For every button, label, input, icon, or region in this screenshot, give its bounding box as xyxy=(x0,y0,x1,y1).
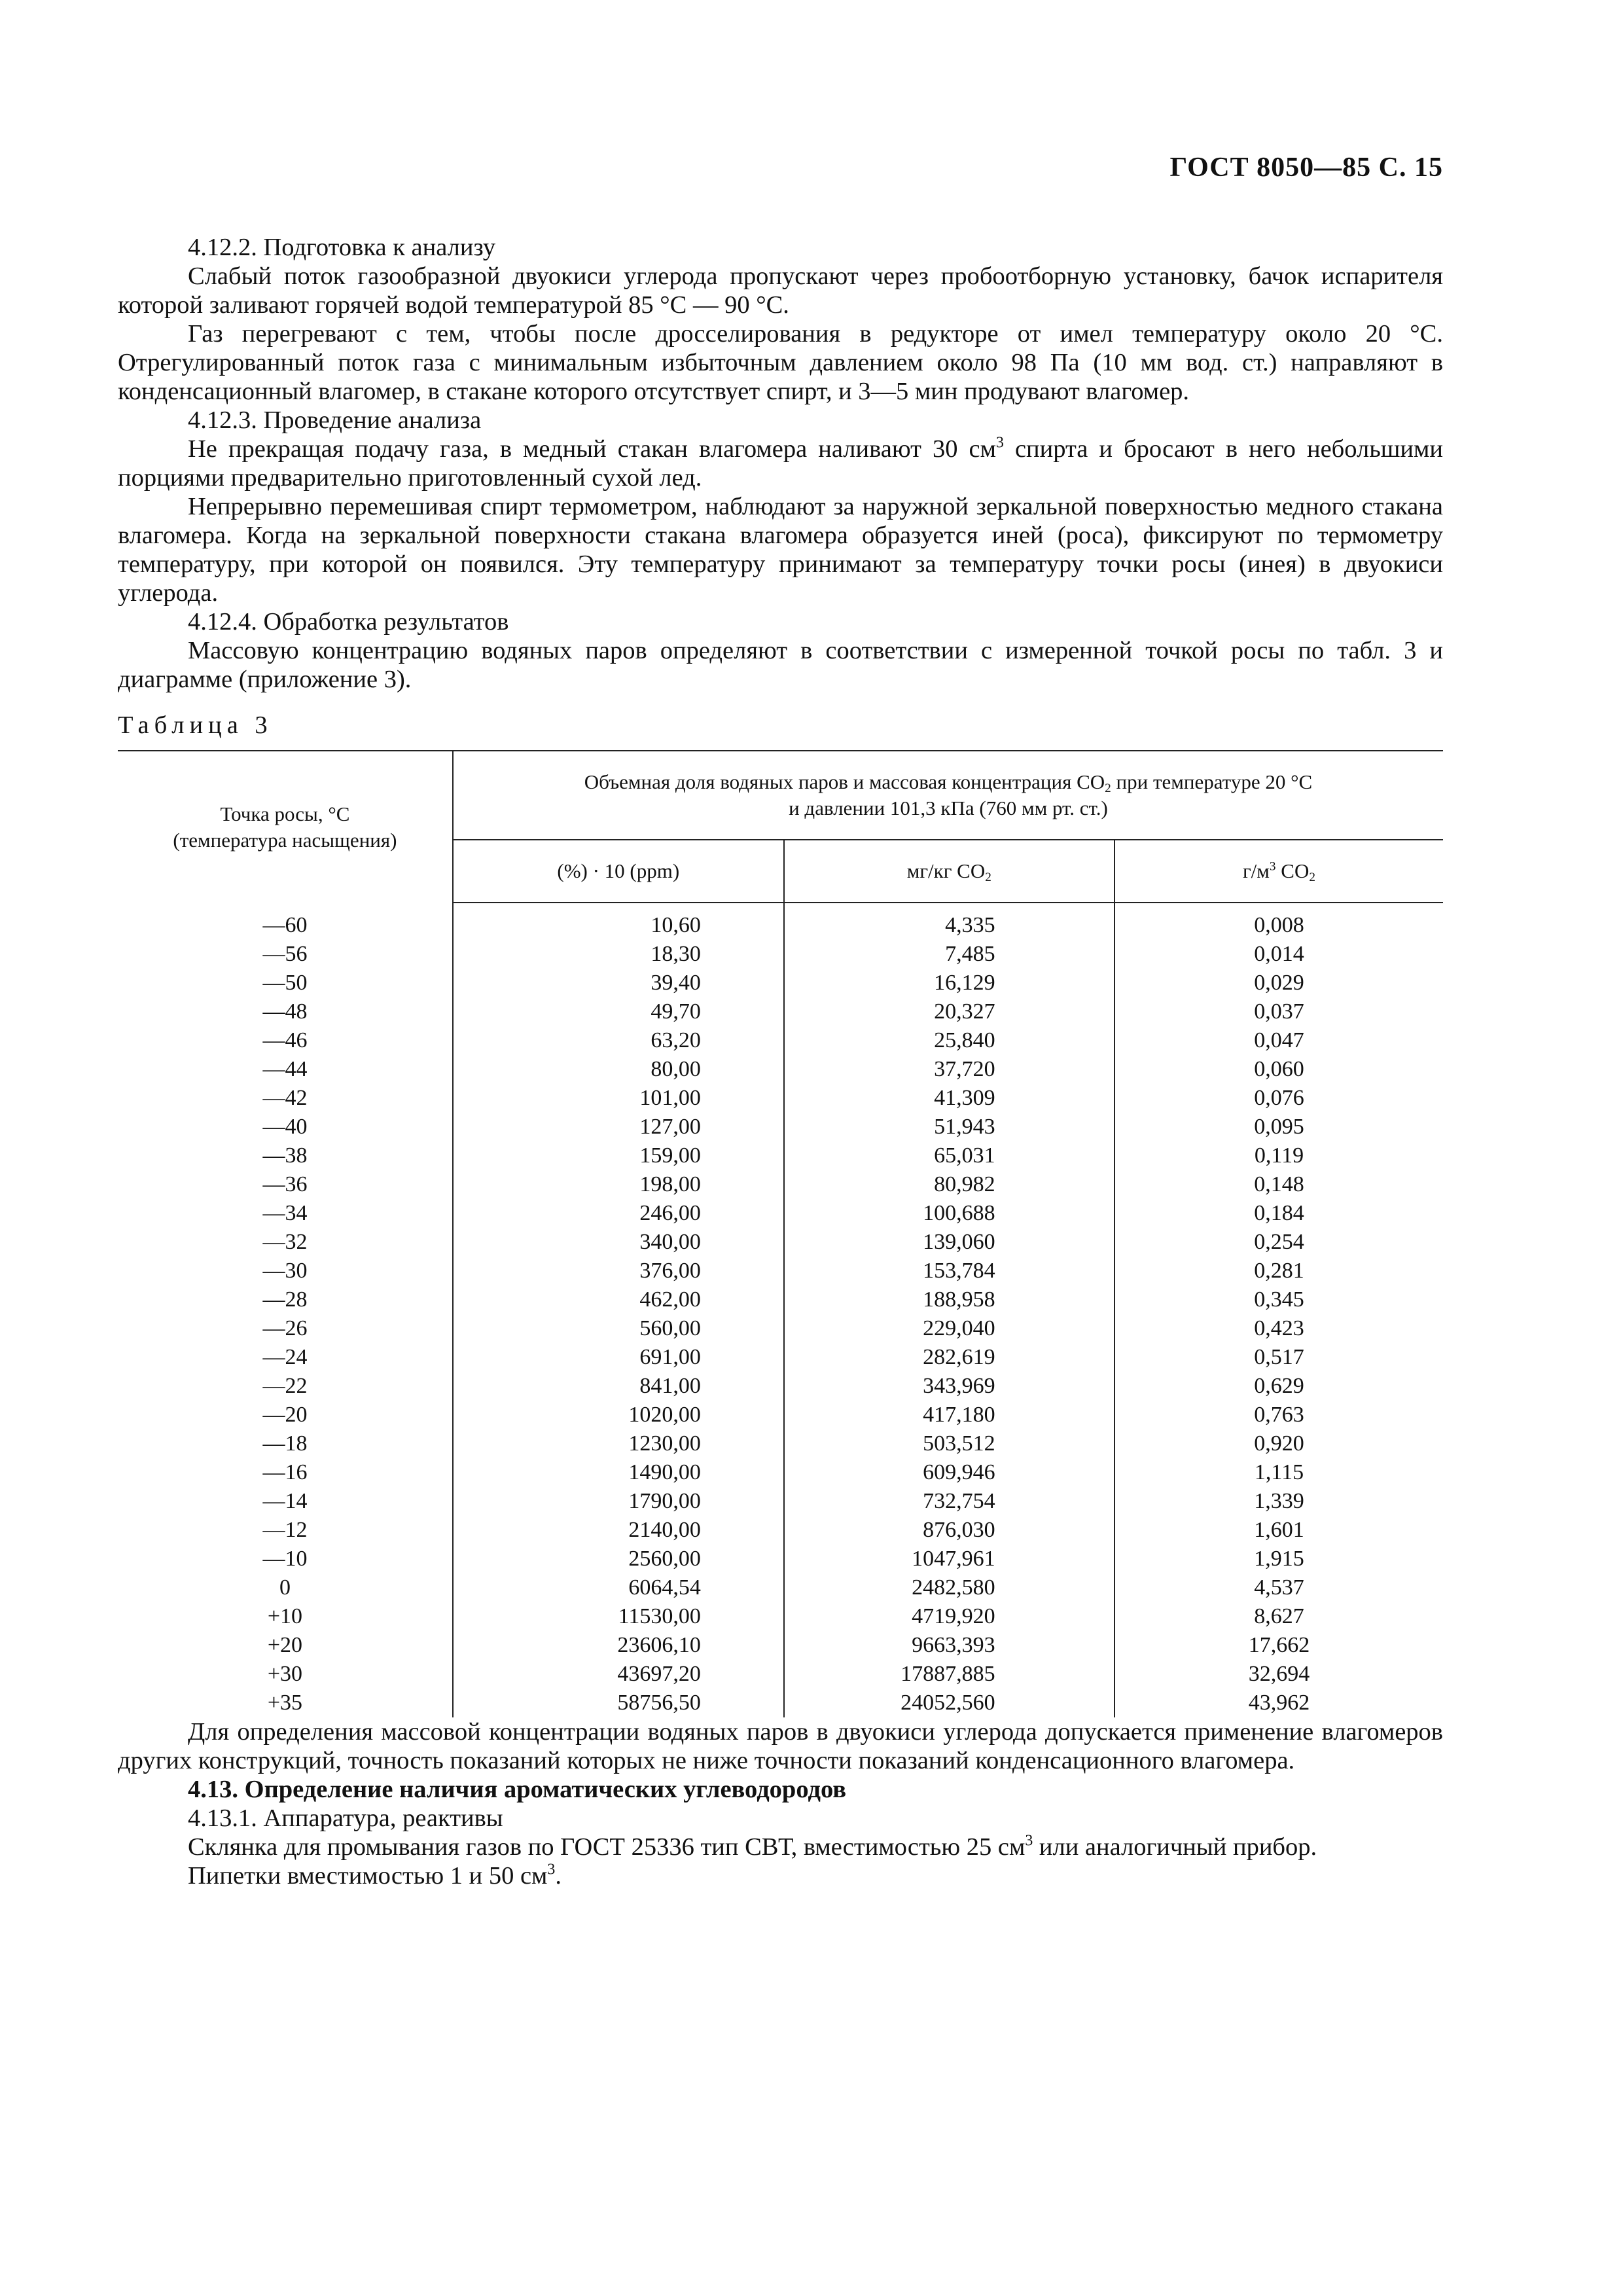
g-m3-cell: 0,047 xyxy=(1254,1028,1304,1052)
g-m3-cell: 0,920 xyxy=(1254,1431,1304,1456)
ppm-cell: 11530,00 xyxy=(453,1602,784,1631)
g-m3-cell: 0,281 xyxy=(1254,1259,1304,1283)
ppm-cell: 10,60 xyxy=(453,903,784,940)
paragraph: Не прекращая подачу газа, в медный стакан влагомера наливают 30 $см^3$ спирта и бросают в него небольшими порциями предварительно приготовленный сухой лед. xyxy=(118,434,1443,492)
ppm-cell: 462,00 xyxy=(453,1285,784,1314)
dew-point-cell: —44 xyxy=(118,1055,453,1084)
section-heading-4-13-1: 4.13.1. Аппаратура, реактивы xyxy=(188,1804,503,1832)
g-m3-cell: 4,537 xyxy=(1254,1575,1304,1600)
table-row xyxy=(118,1458,1443,1487)
ppm-cell: 58756,50 xyxy=(453,1689,784,1717)
table-caption: Таблица 3 xyxy=(118,711,273,739)
g-m3-cell: 0,076 xyxy=(1254,1086,1304,1110)
table-row xyxy=(118,997,1443,1026)
g-m3-cell: 0,345 xyxy=(1254,1287,1304,1312)
mg-kg-cell: 188,958 xyxy=(784,1285,1115,1314)
table-row xyxy=(118,1660,1443,1689)
mg-kg-cell: 732,754 xyxy=(784,1487,1115,1516)
g-m3-cell: 0,254 xyxy=(1254,1230,1304,1254)
mg-kg-cell: 80,982 xyxy=(784,1170,1115,1199)
table-row xyxy=(118,1113,1443,1141)
mg-kg-cell: 229,040 xyxy=(784,1314,1115,1343)
paragraph: Склянка для промывания газов по ГОСТ 25336 тип СВТ, вместимостью 25 $см^3$ или аналогичный прибор. xyxy=(188,1832,1317,1861)
dew-point-cell: —24 xyxy=(118,1343,453,1372)
table-row xyxy=(118,1429,1443,1458)
ppm-cell: 80,00 xyxy=(453,1055,784,1084)
dew-point-cell: —46 xyxy=(118,1026,453,1055)
mg-kg-cell: 51,943 xyxy=(784,1113,1115,1141)
table-row xyxy=(118,903,1443,940)
mg-kg-cell: 16,129 xyxy=(784,969,1115,997)
g-m3-cell: 8,627 xyxy=(1254,1604,1304,1628)
ppm-cell: 23606,10 xyxy=(453,1631,784,1660)
page-header: ГОСТ 8050—85 С. 15 xyxy=(1169,152,1443,183)
g-m3-cell: 32,694 xyxy=(1248,1662,1310,1686)
table-row xyxy=(118,1170,1443,1199)
ppm-cell: 198,00 xyxy=(453,1170,784,1199)
mg-kg-cell: 25,840 xyxy=(784,1026,1115,1055)
g-m3-cell: 0,029 xyxy=(1254,971,1304,995)
g-m3-cell: 0,629 xyxy=(1254,1374,1304,1398)
table-row xyxy=(118,1631,1443,1660)
ppm-cell: 49,70 xyxy=(453,997,784,1026)
g-m3-cell: 0,148 xyxy=(1254,1172,1304,1196)
dew-point-cell: —18 xyxy=(118,1429,453,1458)
ppm-cell: 63,20 xyxy=(453,1026,784,1055)
dew-point-table xyxy=(118,750,1443,1717)
table-row xyxy=(118,1516,1443,1545)
g-m3-cell: 0,119 xyxy=(1254,1143,1304,1168)
paragraph: Слабый поток газообразной двуокиси углерода пропускают через пробоотборную установку, бачок испарителя которой заливают горячей водой температурой 85 °С — 90 °С. xyxy=(118,262,1443,319)
dew-point-cell: —26 xyxy=(118,1314,453,1343)
mg-kg-cell: 876,030 xyxy=(784,1516,1115,1545)
dew-point-cell: +35 xyxy=(118,1689,453,1717)
mg-kg-cell: 609,946 xyxy=(784,1458,1115,1487)
ppm-cell: 1790,00 xyxy=(453,1487,784,1516)
dew-point-cell: —22 xyxy=(118,1372,453,1401)
g-m3-cell: 1,601 xyxy=(1254,1518,1304,1542)
g-m3-cell: 0,423 xyxy=(1254,1316,1304,1340)
g-m3-cell: 1,339 xyxy=(1254,1489,1304,1513)
ppm-cell: 2140,00 xyxy=(453,1516,784,1545)
ppm-cell: 376,00 xyxy=(453,1257,784,1285)
g-m3-cell: 0,184 xyxy=(1254,1201,1304,1225)
mg-kg-cell: 1047,961 xyxy=(784,1545,1115,1573)
table-row xyxy=(118,969,1443,997)
ppm-cell: 340,00 xyxy=(453,1228,784,1257)
dew-point-cell: —30 xyxy=(118,1257,453,1285)
table-row xyxy=(118,1545,1443,1573)
dew-point-cell: —60 xyxy=(118,903,453,940)
table-row xyxy=(118,1285,1443,1314)
dew-point-cell: —36 xyxy=(118,1170,453,1199)
col-header-mg-kg: мг/кг $СО_2$ xyxy=(784,840,1115,903)
section-heading-4-12-3: 4.12.3. Проведение анализа xyxy=(188,406,482,434)
ppm-cell: 1020,00 xyxy=(453,1401,784,1429)
body-text xyxy=(118,233,1443,1890)
mg-kg-cell: 17887,885 xyxy=(784,1660,1115,1689)
table-body xyxy=(118,903,1443,1717)
section-heading-4-12-2: 4.12.2. Подготовка к анализу xyxy=(188,234,496,261)
dew-point-cell: —34 xyxy=(118,1199,453,1228)
g-m3-cell: 43,962 xyxy=(1248,1691,1310,1715)
table-row xyxy=(118,1228,1443,1257)
dew-point-cell: —28 xyxy=(118,1285,453,1314)
mg-kg-cell: 2482,580 xyxy=(784,1573,1115,1602)
ppm-cell: 39,40 xyxy=(453,969,784,997)
mg-kg-cell: 4719,920 xyxy=(784,1602,1115,1631)
ppm-cell: 691,00 xyxy=(453,1343,784,1372)
ppm-cell: 1230,00 xyxy=(453,1429,784,1458)
mg-kg-cell: 4,335 xyxy=(784,903,1115,940)
ppm-cell: 2560,00 xyxy=(453,1545,784,1573)
paragraph: Непрерывно перемешивая спирт термометром, наблюдают за наружной зеркальной поверхностью медного стакана влагомера. Когда на зеркальной поверхности стакана влагомера образуется иней (роса), фиксируют по термометру температуру, при которой он появился. Эту температуру принимают за температуру точки росы (инея) в двуокиси углерода. xyxy=(118,493,1443,607)
ppm-cell: 159,00 xyxy=(453,1141,784,1170)
mg-kg-cell: 20,327 xyxy=(784,997,1115,1026)
table-row xyxy=(118,1257,1443,1285)
ppm-cell: 127,00 xyxy=(453,1113,784,1141)
dew-point-cell: +20 xyxy=(118,1631,453,1660)
dew-point-cell: —48 xyxy=(118,997,453,1026)
mg-kg-cell: 7,485 xyxy=(784,940,1115,969)
dew-point-cell: +30 xyxy=(118,1660,453,1689)
g-m3-cell: 0,763 xyxy=(1254,1403,1304,1427)
mg-kg-cell: 100,688 xyxy=(784,1199,1115,1228)
table-row xyxy=(118,1084,1443,1113)
g-m3-cell: 0,095 xyxy=(1254,1115,1304,1139)
g-m3-cell: 17,662 xyxy=(1248,1633,1310,1657)
ppm-cell: 101,00 xyxy=(453,1084,784,1113)
dew-point-cell: —40 xyxy=(118,1113,453,1141)
mg-kg-cell: 24052,560 xyxy=(784,1689,1115,1717)
table-row xyxy=(118,1573,1443,1602)
dew-point-cell: —12 xyxy=(118,1516,453,1545)
dew-point-cell: —32 xyxy=(118,1228,453,1257)
mg-kg-cell: 417,180 xyxy=(784,1401,1115,1429)
g-m3-cell: 0,014 xyxy=(1254,942,1304,966)
dew-point-cell: +10 xyxy=(118,1602,453,1631)
dew-point-cell: —38 xyxy=(118,1141,453,1170)
table-row xyxy=(118,940,1443,969)
ppm-cell: 560,00 xyxy=(453,1314,784,1343)
mg-kg-cell: 37,720 xyxy=(784,1055,1115,1084)
mg-kg-cell: 65,031 xyxy=(784,1141,1115,1170)
mg-kg-cell: 139,060 xyxy=(784,1228,1115,1257)
ppm-cell: 43697,20 xyxy=(453,1660,784,1689)
paragraph: Массовую концентрацию водяных паров определяют в соответствии с измеренной точкой росы по табл. 3 и диаграмме (приложение 3). xyxy=(118,637,1443,693)
table-row xyxy=(118,1026,1443,1055)
g-m3-cell: 0,517 xyxy=(1254,1345,1304,1369)
ppm-cell: 1490,00 xyxy=(453,1458,784,1487)
table-row xyxy=(118,1487,1443,1516)
col-header-g-m3: $г/м^3$ $СО_2$ xyxy=(1115,840,1443,903)
g-m3-cell: 0,037 xyxy=(1254,999,1304,1024)
ppm-cell: 18,30 xyxy=(453,940,784,969)
col-header-ppm: (%) · 10 (ppm) xyxy=(453,840,784,903)
table-row xyxy=(118,1314,1443,1343)
table-row xyxy=(118,1141,1443,1170)
section-heading-4-12-4: 4.12.4. Обработка результатов xyxy=(188,608,509,636)
table-row xyxy=(118,1372,1443,1401)
dew-point-cell: —50 xyxy=(118,969,453,997)
g-m3-cell: 0,060 xyxy=(1254,1057,1304,1081)
table-row xyxy=(118,1343,1443,1372)
g-m3-cell: 1,115 xyxy=(1254,1460,1304,1484)
mg-kg-cell: 282,619 xyxy=(784,1343,1115,1372)
dew-point-cell: —14 xyxy=(118,1487,453,1516)
mg-kg-cell: 503,512 xyxy=(784,1429,1115,1458)
paragraph: Для определения массовой концентрации водяных паров в двуокиси углерода допускается применение влагомеров других конструкций, точность показаний которых не ниже точности показаний конденсационного влагомера. xyxy=(118,1718,1443,1774)
mg-kg-cell: 153,784 xyxy=(784,1257,1115,1285)
dew-point-cell: —10 xyxy=(118,1545,453,1573)
dew-point-cell: —20 xyxy=(118,1401,453,1429)
dew-point-cell: —56 xyxy=(118,940,453,969)
table-row xyxy=(118,1602,1443,1631)
ppm-cell: 841,00 xyxy=(453,1372,784,1401)
group-header: Объемная доля водяных паров и массовая концентрация $СО_2$ при температуре 20 °С и давлении 101,3 кПа (760 мм рт. ст.) xyxy=(453,751,1443,840)
dew-point-cell: 0 xyxy=(118,1573,453,1602)
mg-kg-cell: 343,969 xyxy=(784,1372,1115,1401)
table-row xyxy=(118,1199,1443,1228)
section-heading-4-13: 4.13. Определение наличия ароматических углеводородов xyxy=(188,1776,847,1803)
ppm-cell: 6064,54 xyxy=(453,1573,784,1602)
ppm-cell: 246,00 xyxy=(453,1199,784,1228)
table-row xyxy=(118,1689,1443,1717)
g-m3-cell: 0,008 xyxy=(1254,913,1304,937)
mg-kg-cell: 41,309 xyxy=(784,1084,1115,1113)
col-header-dew-point: Точка росы, °С (температура насыщения) xyxy=(118,751,453,903)
mg-kg-cell: 9663,393 xyxy=(784,1631,1115,1660)
table-row xyxy=(118,1055,1443,1084)
paragraph: Газ перегревают с тем, чтобы после дросселирования в редукторе от имел температуру около 20 °С. Отрегулированный поток газа с минимальным избыточным давлением около 98 Па (10 мм вод. ст.) направляют в конденсационный влагомер, в стакане которого отсутствует спирт, и 3—5 мин продувают влагомер. xyxy=(118,320,1443,405)
paragraph: Пипетки вместимостью 1 и 50 $см^3$. xyxy=(188,1861,562,1890)
dew-point-cell: —42 xyxy=(118,1084,453,1113)
g-m3-cell: 1,915 xyxy=(1254,1547,1304,1571)
dew-point-cell: —16 xyxy=(118,1458,453,1487)
table-row xyxy=(118,1401,1443,1429)
